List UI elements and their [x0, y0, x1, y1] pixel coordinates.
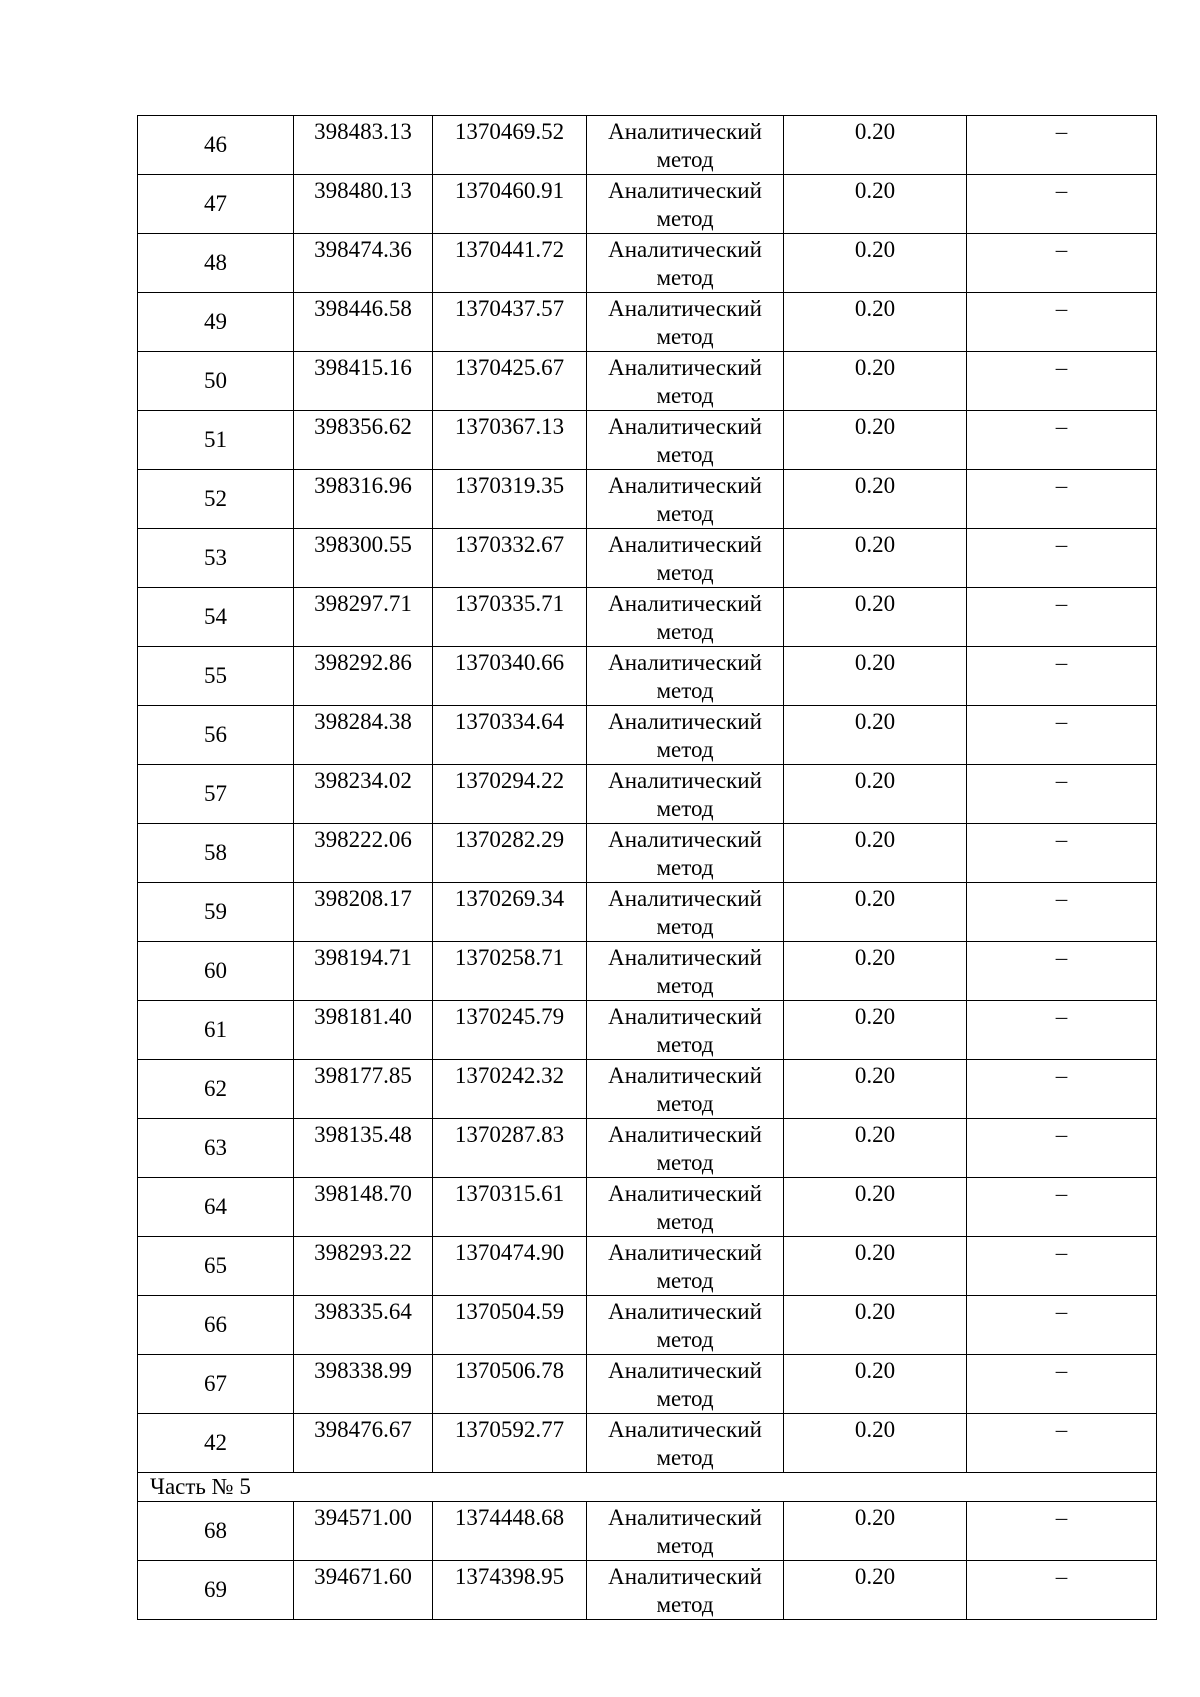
accuracy-cell: 0.20	[784, 1296, 967, 1355]
point-number-cell: 63	[138, 1119, 294, 1178]
method-line-2: метод	[656, 1592, 714, 1617]
method-line-2: метод	[656, 973, 714, 998]
accuracy-cell: 0.20	[784, 765, 967, 824]
point-number-cell: 51	[138, 411, 294, 470]
table-row	[138, 1561, 1157, 1620]
method-line-2: метод	[656, 1032, 714, 1057]
y-coordinate-cell: 1370294.22	[433, 765, 587, 824]
description-cell: –	[967, 529, 1157, 588]
point-number-cell: 42	[138, 1414, 294, 1473]
point-number-cell: 54	[138, 588, 294, 647]
table-row	[138, 116, 1157, 175]
method-line-2: метод	[656, 1445, 714, 1470]
y-coordinate-cell: 1374448.68	[433, 1502, 587, 1561]
table-row	[138, 1001, 1157, 1060]
y-coordinate-cell: 1370469.52	[433, 116, 587, 175]
table-row	[138, 647, 1157, 706]
accuracy-cell: 0.20	[784, 883, 967, 942]
method-cell	[587, 1178, 784, 1237]
table-row	[138, 706, 1157, 765]
method-cell	[587, 824, 784, 883]
point-number-cell: 68	[138, 1502, 294, 1561]
table-row	[138, 883, 1157, 942]
method-line-1: Аналитический	[608, 1004, 762, 1029]
point-number-cell: 53	[138, 529, 294, 588]
method-line-2: метод	[656, 501, 714, 526]
accuracy-cell: 0.20	[784, 1119, 967, 1178]
description-cell: –	[967, 352, 1157, 411]
method-cell	[587, 647, 784, 706]
point-number-cell: 52	[138, 470, 294, 529]
accuracy-cell: 0.20	[784, 1060, 967, 1119]
description-cell: –	[967, 116, 1157, 175]
x-coordinate-cell: 398483.13	[294, 116, 433, 175]
accuracy-cell: 0.20	[784, 1355, 967, 1414]
x-coordinate-cell: 398476.67	[294, 1414, 433, 1473]
y-coordinate-cell: 1370287.83	[433, 1119, 587, 1178]
y-coordinate-cell: 1370282.29	[433, 824, 587, 883]
section-label: Часть № 5	[138, 1473, 1157, 1502]
table-row	[138, 942, 1157, 1001]
method-cell	[587, 1502, 784, 1561]
point-number-cell: 62	[138, 1060, 294, 1119]
method-line-2: метод	[656, 1386, 714, 1411]
y-coordinate-cell: 1370474.90	[433, 1237, 587, 1296]
description-cell: –	[967, 824, 1157, 883]
table-row	[138, 293, 1157, 352]
accuracy-cell: 0.20	[784, 706, 967, 765]
point-number-cell: 47	[138, 175, 294, 234]
accuracy-cell: 0.20	[784, 411, 967, 470]
description-cell: –	[967, 1001, 1157, 1060]
y-coordinate-cell: 1370340.66	[433, 647, 587, 706]
description-cell: –	[967, 1355, 1157, 1414]
point-number-cell: 66	[138, 1296, 294, 1355]
x-coordinate-cell: 398135.48	[294, 1119, 433, 1178]
method-cell	[587, 883, 784, 942]
table-row	[138, 1119, 1157, 1178]
method-line-1: Аналитический	[608, 296, 762, 321]
method-line-1: Аналитический	[608, 591, 762, 616]
point-number-cell: 57	[138, 765, 294, 824]
method-line-1: Аналитический	[608, 1417, 762, 1442]
method-line-1: Аналитический	[608, 178, 762, 203]
method-line-2: метод	[656, 324, 714, 349]
point-number-cell: 67	[138, 1355, 294, 1414]
method-line-1: Аналитический	[608, 237, 762, 262]
point-number-cell: 56	[138, 706, 294, 765]
method-line-1: Аналитический	[608, 650, 762, 675]
x-coordinate-cell: 398415.16	[294, 352, 433, 411]
point-number-cell: 48	[138, 234, 294, 293]
y-coordinate-cell: 1370319.35	[433, 470, 587, 529]
table-row	[138, 1237, 1157, 1296]
x-coordinate-cell: 398234.02	[294, 765, 433, 824]
description-cell: –	[967, 234, 1157, 293]
accuracy-cell: 0.20	[784, 1237, 967, 1296]
method-line-2: метод	[656, 383, 714, 408]
point-number-cell: 50	[138, 352, 294, 411]
description-cell: –	[967, 647, 1157, 706]
method-cell	[587, 942, 784, 1001]
description-cell: –	[967, 1178, 1157, 1237]
y-coordinate-cell: 1370441.72	[433, 234, 587, 293]
method-cell	[587, 1355, 784, 1414]
table-row	[138, 529, 1157, 588]
method-cell	[587, 293, 784, 352]
y-coordinate-cell: 1370258.71	[433, 942, 587, 1001]
method-line-1: Аналитический	[608, 1299, 762, 1324]
method-line-1: Аналитический	[608, 1505, 762, 1530]
method-line-1: Аналитический	[608, 1358, 762, 1383]
x-coordinate-cell: 398148.70	[294, 1178, 433, 1237]
method-line-1: Аналитический	[608, 1240, 762, 1265]
description-cell: –	[967, 942, 1157, 1001]
x-coordinate-cell: 398300.55	[294, 529, 433, 588]
x-coordinate-cell: 394671.60	[294, 1561, 433, 1620]
y-coordinate-cell: 1370367.13	[433, 411, 587, 470]
accuracy-cell: 0.20	[784, 175, 967, 234]
method-cell	[587, 1296, 784, 1355]
table-body	[138, 116, 1157, 1620]
point-number-cell: 61	[138, 1001, 294, 1060]
x-coordinate-cell: 398446.58	[294, 293, 433, 352]
method-cell	[587, 1060, 784, 1119]
method-cell	[587, 1237, 784, 1296]
method-cell	[587, 1414, 784, 1473]
accuracy-cell: 0.20	[784, 942, 967, 1001]
accuracy-cell: 0.20	[784, 1561, 967, 1620]
method-line-1: Аналитический	[608, 119, 762, 144]
y-coordinate-cell: 1374398.95	[433, 1561, 587, 1620]
description-cell: –	[967, 1296, 1157, 1355]
x-coordinate-cell: 398480.13	[294, 175, 433, 234]
method-cell	[587, 175, 784, 234]
x-coordinate-cell: 398194.71	[294, 942, 433, 1001]
x-coordinate-cell: 398335.64	[294, 1296, 433, 1355]
accuracy-cell: 0.20	[784, 588, 967, 647]
description-cell: –	[967, 470, 1157, 529]
method-line-2: метод	[656, 796, 714, 821]
method-line-2: метод	[656, 1327, 714, 1352]
method-cell	[587, 234, 784, 293]
accuracy-cell: 0.20	[784, 1001, 967, 1060]
accuracy-cell: 0.20	[784, 824, 967, 883]
method-cell	[587, 588, 784, 647]
y-coordinate-cell: 1370437.57	[433, 293, 587, 352]
accuracy-cell: 0.20	[784, 1502, 967, 1561]
method-line-2: метод	[656, 442, 714, 467]
method-cell	[587, 1561, 784, 1620]
method-line-2: метод	[656, 265, 714, 290]
method-line-2: метод	[656, 678, 714, 703]
y-coordinate-cell: 1370335.71	[433, 588, 587, 647]
table-row	[138, 1296, 1157, 1355]
accuracy-cell: 0.20	[784, 116, 967, 175]
x-coordinate-cell: 398356.62	[294, 411, 433, 470]
y-coordinate-cell: 1370245.79	[433, 1001, 587, 1060]
accuracy-cell: 0.20	[784, 1178, 967, 1237]
point-number-cell: 64	[138, 1178, 294, 1237]
accuracy-cell: 0.20	[784, 352, 967, 411]
method-cell	[587, 411, 784, 470]
method-cell	[587, 470, 784, 529]
point-number-cell: 55	[138, 647, 294, 706]
table-row	[138, 1355, 1157, 1414]
description-cell: –	[967, 411, 1157, 470]
y-coordinate-cell: 1370269.34	[433, 883, 587, 942]
y-coordinate-cell: 1370315.61	[433, 1178, 587, 1237]
x-coordinate-cell: 398316.96	[294, 470, 433, 529]
table-row	[138, 411, 1157, 470]
method-cell	[587, 116, 784, 175]
point-number-cell: 46	[138, 116, 294, 175]
description-cell: –	[967, 1060, 1157, 1119]
description-cell: –	[967, 1414, 1157, 1473]
method-cell	[587, 1001, 784, 1060]
description-cell: –	[967, 1502, 1157, 1561]
point-number-cell: 59	[138, 883, 294, 942]
description-cell: –	[967, 175, 1157, 234]
method-line-2: метод	[656, 1091, 714, 1116]
point-number-cell: 69	[138, 1561, 294, 1620]
y-coordinate-cell: 1370334.64	[433, 706, 587, 765]
y-coordinate-cell: 1370425.67	[433, 352, 587, 411]
method-line-2: метод	[656, 914, 714, 939]
x-coordinate-cell: 398181.40	[294, 1001, 433, 1060]
method-line-1: Аналитический	[608, 1063, 762, 1088]
method-cell	[587, 529, 784, 588]
description-cell: –	[967, 588, 1157, 647]
table-row	[138, 234, 1157, 293]
method-cell	[587, 706, 784, 765]
point-number-cell: 65	[138, 1237, 294, 1296]
description-cell: –	[967, 765, 1157, 824]
method-cell	[587, 352, 784, 411]
method-line-1: Аналитический	[608, 827, 762, 852]
x-coordinate-cell: 398338.99	[294, 1355, 433, 1414]
x-coordinate-cell: 398222.06	[294, 824, 433, 883]
method-line-2: метод	[656, 1533, 714, 1558]
method-line-2: метод	[656, 206, 714, 231]
method-cell	[587, 1119, 784, 1178]
method-line-2: метод	[656, 147, 714, 172]
x-coordinate-cell: 398208.17	[294, 883, 433, 942]
x-coordinate-cell: 398292.86	[294, 647, 433, 706]
description-cell: –	[967, 1561, 1157, 1620]
table-row	[138, 1060, 1157, 1119]
table-row	[138, 1178, 1157, 1237]
table-row	[138, 588, 1157, 647]
accuracy-cell: 0.20	[784, 1414, 967, 1473]
method-line-2: метод	[656, 855, 714, 880]
table-row	[138, 470, 1157, 529]
method-line-2: метод	[656, 619, 714, 644]
accuracy-cell: 0.20	[784, 470, 967, 529]
x-coordinate-cell: 398297.71	[294, 588, 433, 647]
accuracy-cell: 0.20	[784, 647, 967, 706]
x-coordinate-cell: 398293.22	[294, 1237, 433, 1296]
x-coordinate-cell: 398284.38	[294, 706, 433, 765]
table-row	[138, 1414, 1157, 1473]
description-cell: –	[967, 1119, 1157, 1178]
method-line-1: Аналитический	[608, 1564, 762, 1589]
method-line-1: Аналитический	[608, 355, 762, 380]
x-coordinate-cell: 398474.36	[294, 234, 433, 293]
point-number-cell: 58	[138, 824, 294, 883]
method-line-1: Аналитический	[608, 473, 762, 498]
accuracy-cell: 0.20	[784, 293, 967, 352]
method-line-1: Аналитический	[608, 709, 762, 734]
description-cell: –	[967, 293, 1157, 352]
method-line-1: Аналитический	[608, 886, 762, 911]
coordinates-table	[137, 115, 1157, 1620]
x-coordinate-cell: 398177.85	[294, 1060, 433, 1119]
y-coordinate-cell: 1370592.77	[433, 1414, 587, 1473]
section-row	[138, 1473, 1157, 1502]
table-row	[138, 352, 1157, 411]
method-line-1: Аналитический	[608, 945, 762, 970]
method-line-1: Аналитический	[608, 1122, 762, 1147]
y-coordinate-cell: 1370332.67	[433, 529, 587, 588]
y-coordinate-cell: 1370460.91	[433, 175, 587, 234]
table-row	[138, 824, 1157, 883]
accuracy-cell: 0.20	[784, 529, 967, 588]
description-cell: –	[967, 1237, 1157, 1296]
method-line-1: Аналитический	[608, 532, 762, 557]
accuracy-cell: 0.20	[784, 234, 967, 293]
method-line-2: метод	[656, 560, 714, 585]
table-row	[138, 175, 1157, 234]
y-coordinate-cell: 1370506.78	[433, 1355, 587, 1414]
table-row	[138, 765, 1157, 824]
method-line-1: Аналитический	[608, 768, 762, 793]
method-line-2: метод	[656, 1209, 714, 1234]
table-row	[138, 1502, 1157, 1561]
y-coordinate-cell: 1370504.59	[433, 1296, 587, 1355]
method-line-2: метод	[656, 737, 714, 762]
point-number-cell: 60	[138, 942, 294, 1001]
point-number-cell: 49	[138, 293, 294, 352]
x-coordinate-cell: 394571.00	[294, 1502, 433, 1561]
method-line-1: Аналитический	[608, 1181, 762, 1206]
method-cell	[587, 765, 784, 824]
method-line-2: метод	[656, 1268, 714, 1293]
y-coordinate-cell: 1370242.32	[433, 1060, 587, 1119]
description-cell: –	[967, 706, 1157, 765]
method-line-1: Аналитический	[608, 414, 762, 439]
method-line-2: метод	[656, 1150, 714, 1175]
description-cell: –	[967, 883, 1157, 942]
